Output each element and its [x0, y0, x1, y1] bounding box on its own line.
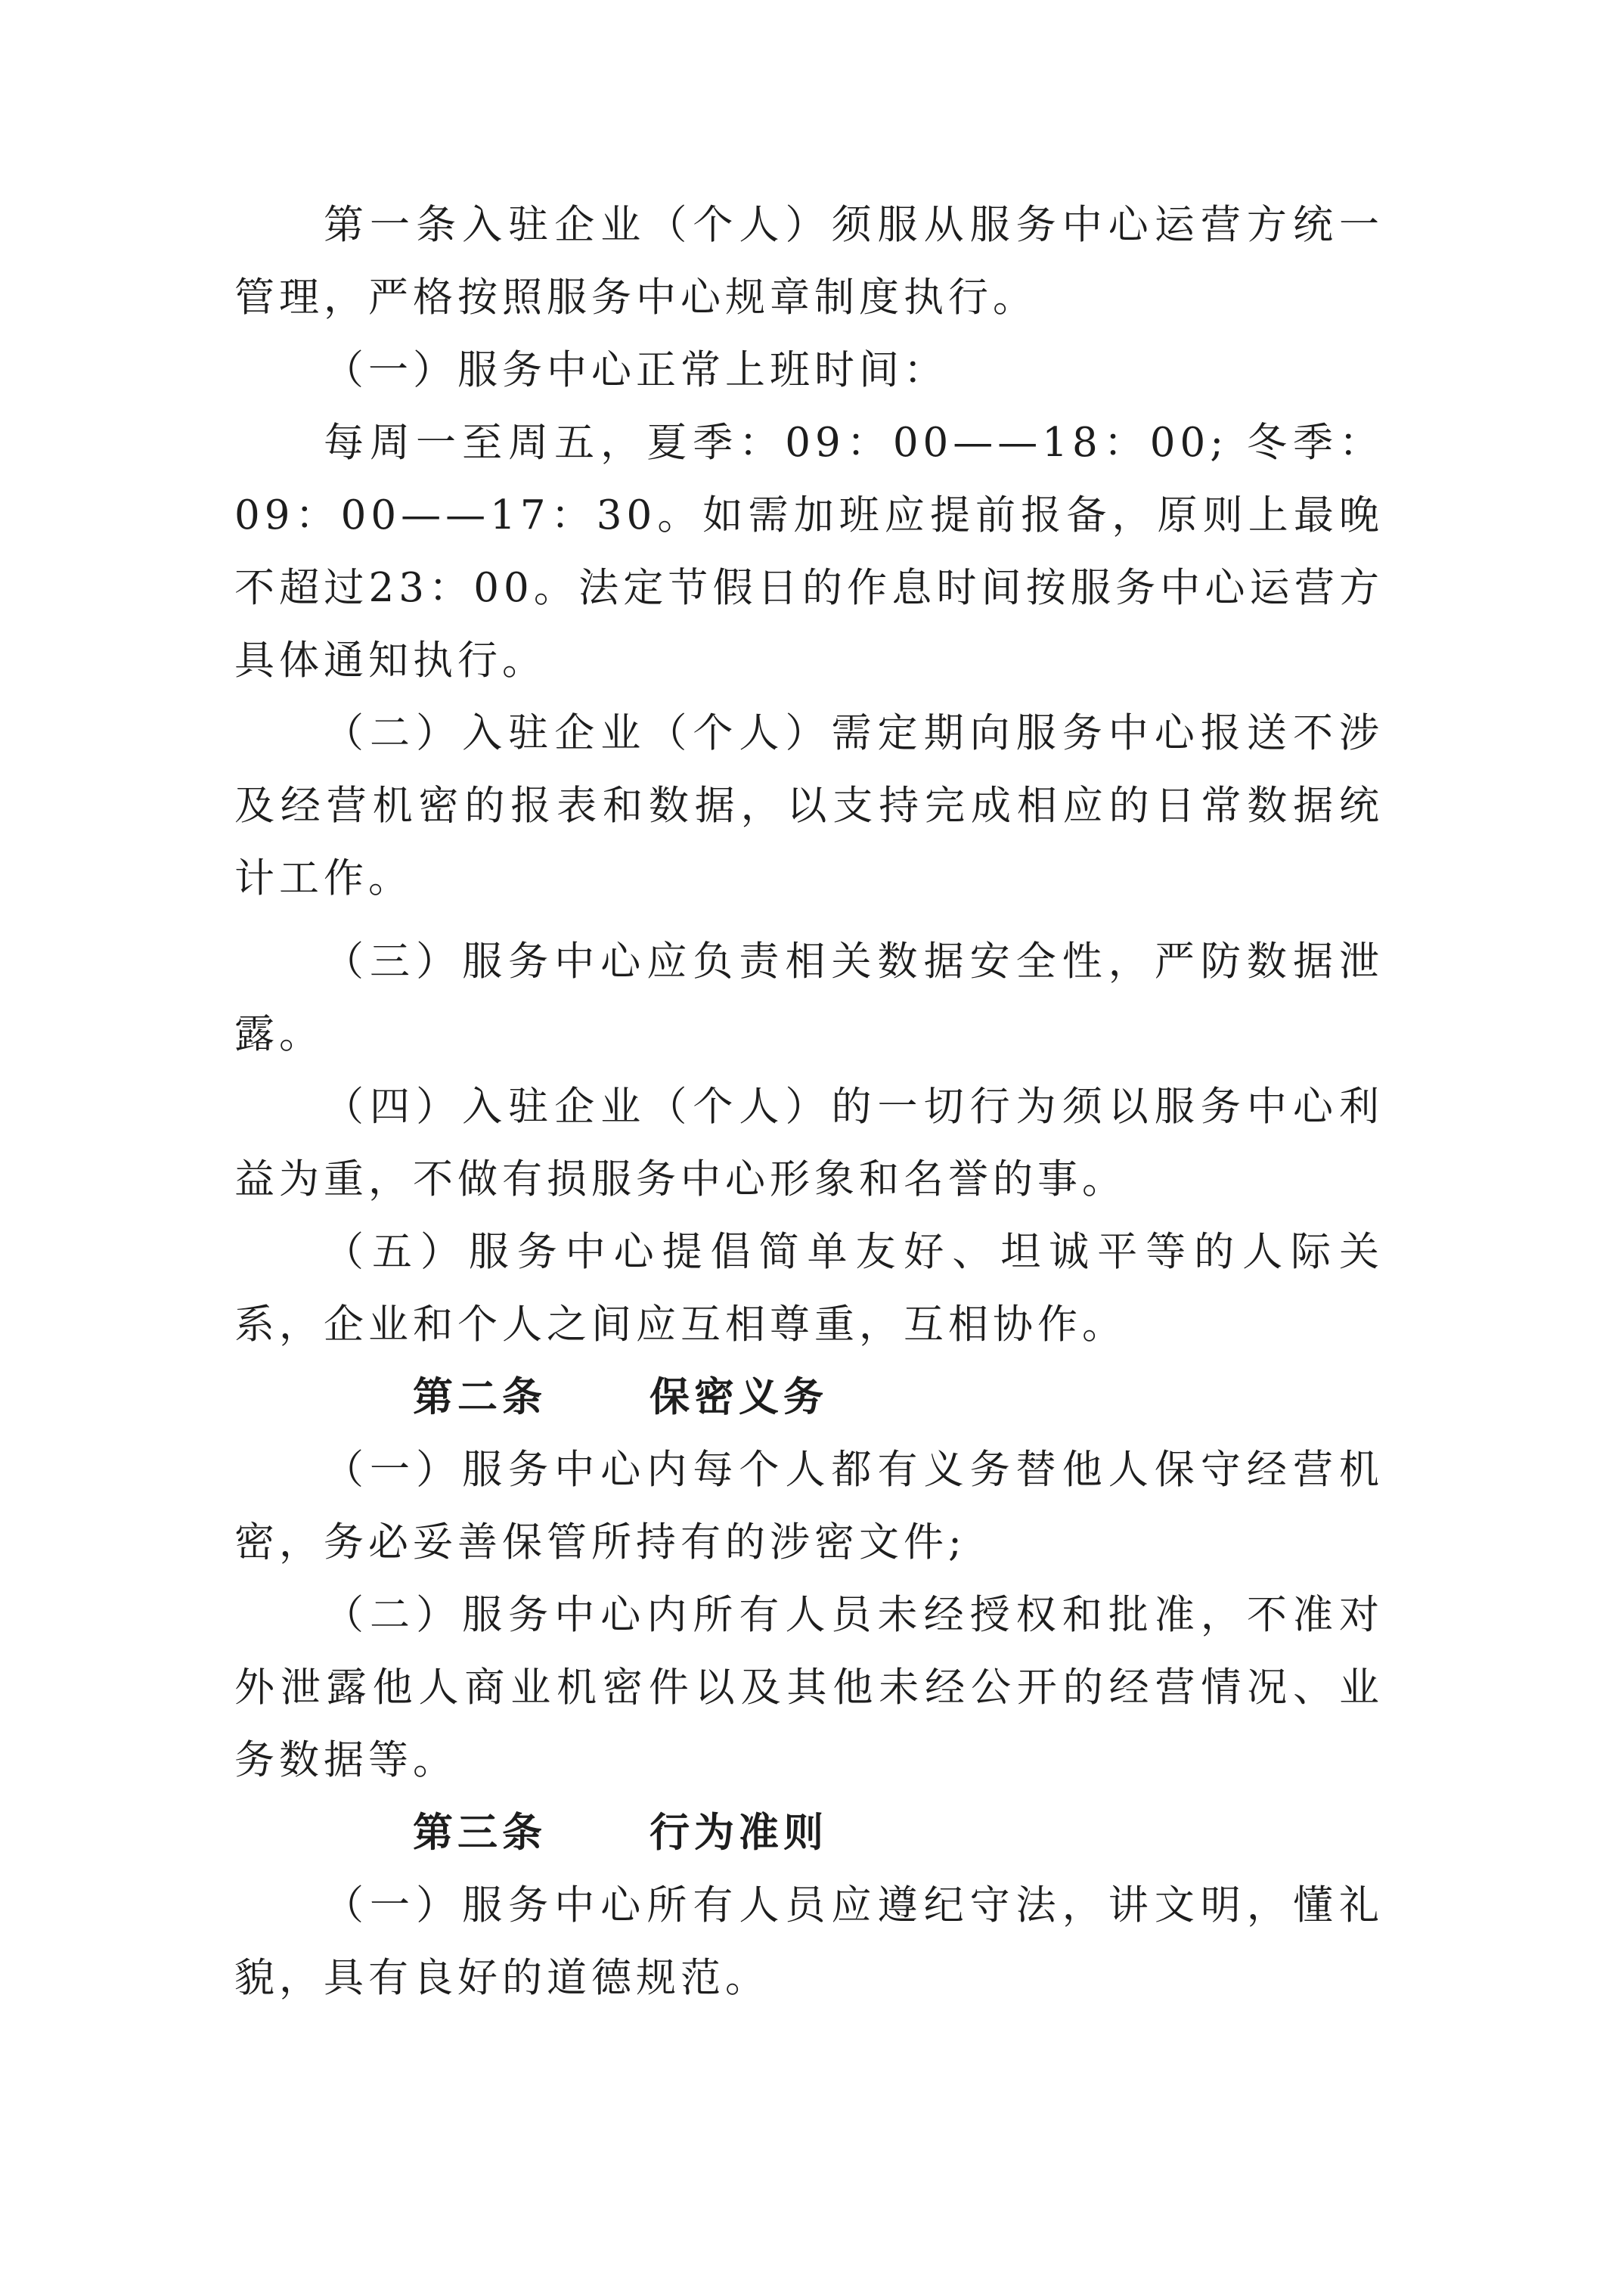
- article2-heading: [234, 1361, 1384, 1434]
- article2-number: 第二条: [413, 1374, 547, 1420]
- article1-item3: （三）服务中心应负责相关数据安全性，严防数据泄露。: [234, 939, 1384, 1057]
- article1-item1-heading: （一）服务中心正常上班时间：: [324, 347, 948, 393]
- article1-item5: （五）服务中心提倡简单友好、坦诚平等的人际关系，企业和个人之间应互相尊重，互相协作。: [234, 1229, 1384, 1348]
- article1-paragraph: 第一条入驻企业（个人）须服从服务中心运营方统一管理，严格按照服务中心规章制度执行。: [234, 202, 1384, 321]
- article1-item1-hours: 每周一至周五，夏季：09：00——18：00; 冬季：09：00——17：30。如需加班应提前报备，原则上最晚不超过23：00。法定节假日的作息时间按服务中心运营方具体通知执行。: [234, 420, 1384, 684]
- article1-item4: （四）入驻企业（个人）的一切行为须以服务中心利益为重，不做有损服务中心形象和名誉的事。: [234, 1084, 1384, 1202]
- document-body: [234, 189, 1384, 2015]
- article2-item2: （二）服务中心内所有人员未经授权和批准，不准对外泄露他人商业机密件以及其他未经公开的经营情况、业务数据等。: [234, 1592, 1384, 1783]
- article3-title: 行为准则: [649, 1810, 828, 1856]
- article1-item2: （二）入驻企业（个人）需定期向服务中心报送不涉及经营机密的报表和数据，以支持完成相应的日常数据统计工作。: [234, 710, 1384, 901]
- article2-item1: （一）服务中心内每个人都有义务替他人保守经营机密，务必妥善保管所持有的涉密文件;: [234, 1447, 1384, 1565]
- article2-title: 保密义务: [649, 1374, 828, 1420]
- article3-item1: （一）服务中心所有人员应遵纪守法，讲文明，懂礼貌，具有良好的道德规范。: [234, 1882, 1384, 2001]
- article3-heading: [234, 1797, 1384, 1869]
- article3-number: 第三条: [413, 1810, 547, 1856]
